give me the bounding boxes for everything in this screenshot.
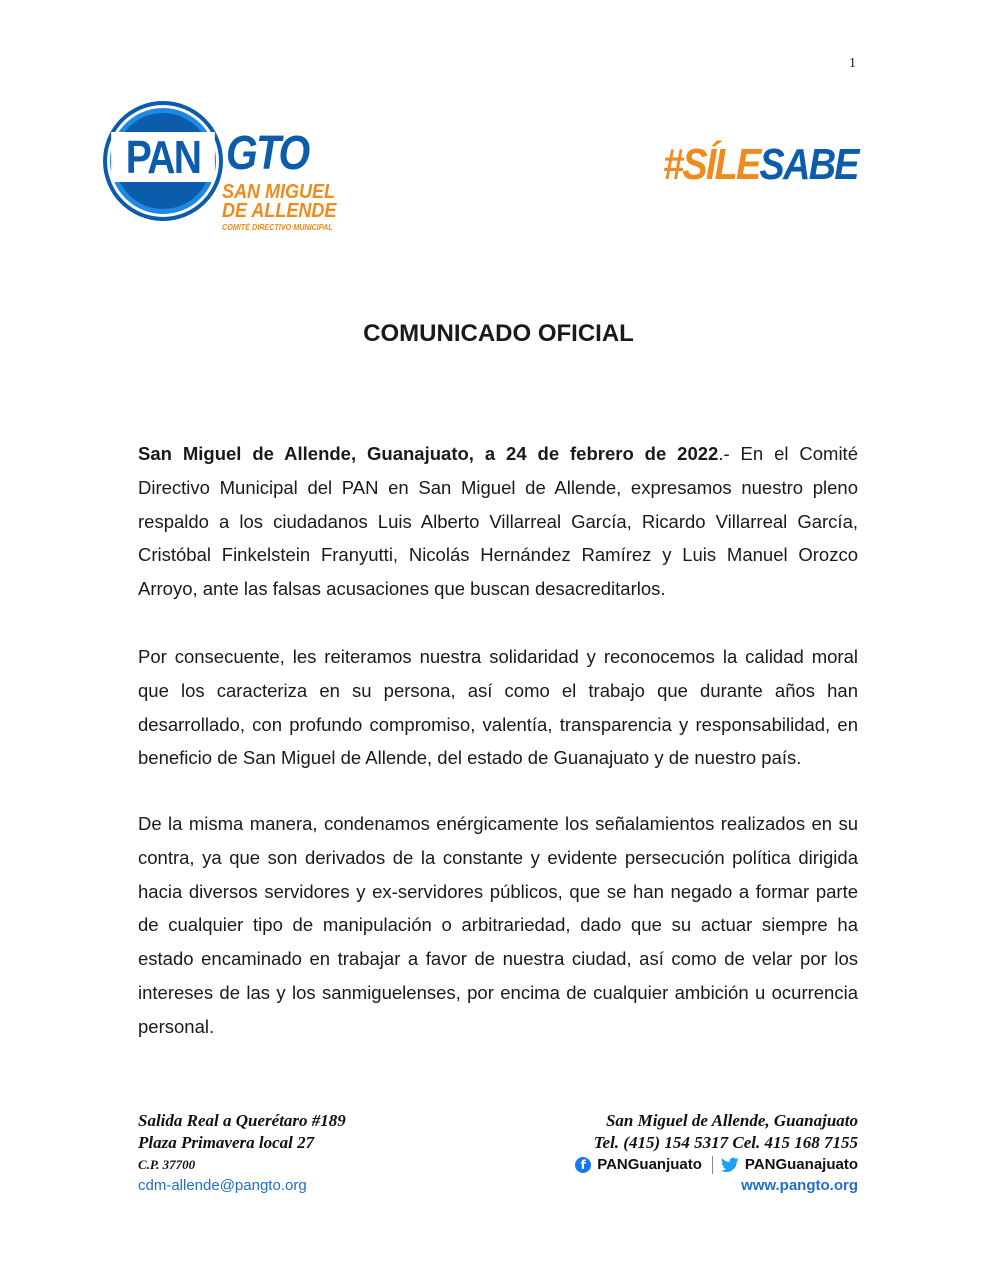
document-title: COMUNICADO OFICIAL bbox=[363, 320, 634, 347]
paragraph-1-dateline: San Miguel de Allende, Guanajuato, a 24 de febrero de 2022 bbox=[138, 443, 719, 464]
logo-pan-text: PAN bbox=[111, 132, 215, 182]
footer-right bbox=[478, 1110, 858, 1196]
paragraph-2: Por consecuente, les reiteramos nuestra solidaridad y reconocemos la calidad moral que los caracteriza en su persona, así como el trabajo que durante años han desarrollado, con profundo compromiso, valentía, transparencia y responsabilidad, en beneficio de San Miguel de Allende, del estado de Guanajuato y de nuestro país. bbox=[138, 646, 858, 769]
footer-address-line2: Plaza Primavera local 27 bbox=[138, 1133, 315, 1152]
twitter-icon[interactable] bbox=[721, 1157, 739, 1173]
page-number: 1 bbox=[849, 56, 856, 71]
hashtag-part1: #SÍ bbox=[663, 140, 715, 189]
footer-left bbox=[138, 1110, 458, 1196]
hashtag-logo bbox=[663, 140, 858, 190]
pan-gto-logo bbox=[110, 104, 350, 236]
footer-postal-code: C.P. 37700 bbox=[138, 1157, 196, 1172]
footer-social-row bbox=[478, 1154, 858, 1176]
facebook-handle[interactable]: PANGuanjuato bbox=[597, 1156, 702, 1173]
facebook-icon[interactable]: f bbox=[575, 1157, 591, 1173]
logo-line3: COMITÉ DIRECTIVO MUNICIPAL bbox=[222, 223, 333, 232]
logo-line1: SAN MIGUEL bbox=[222, 181, 336, 203]
footer-phones: Tel. (415) 154 5317 Cel. 415 168 7155 bbox=[593, 1133, 858, 1152]
paragraph-1 bbox=[138, 437, 858, 606]
footer-email-link[interactable]: cdm-allende@pangto.org bbox=[138, 1177, 307, 1194]
hashtag-part2: LE bbox=[714, 140, 760, 189]
footer-address-line1: Salida Real a Querétaro #189 bbox=[138, 1111, 346, 1130]
paragraph-1-text: .- En el Comité Directivo Municipal del PAN en San Miguel de Allende, expresamos nuestro pleno respaldo a los ciudadanos Luis Alberto Villarreal García, Ricardo Villarreal García, Cristóbal Finkelstein Franyutti, Nicolás Hernández Ramírez y Luis Manuel Orozco Arroyo, ante las falsas acusaciones que buscan desacreditarlos. bbox=[138, 443, 858, 600]
social-separator bbox=[712, 1156, 713, 1174]
paragraph-3: De la misma manera, condenamos enérgicamente los señalamientos realizados en su contra, ya que son derivados de la constante y evidente persecución política dirigida hacia diversos servidores y ex-servidores públicos, que se han negado a formar parte de cualquier tipo de manipulación o arbitrariedad, dado que su actuar siempre ha estado encaminado en trabajar a favor de nuestra ciudad, así como de velar por los intereses de las y los sanmiguelenses, por encima de cualquier ambición u ocurrencia personal. bbox=[138, 813, 858, 1037]
twitter-handle[interactable]: PANGuanajuato bbox=[744, 1156, 858, 1173]
logo-line2: DE ALLENDE bbox=[222, 200, 337, 222]
logo-gto-text: GTO bbox=[226, 127, 309, 180]
footer-website-link[interactable]: www.pangto.org bbox=[741, 1177, 858, 1194]
footer-city: San Miguel de Allende, Guanajuato bbox=[605, 1111, 858, 1130]
hashtag-part3: SABE bbox=[759, 140, 858, 189]
